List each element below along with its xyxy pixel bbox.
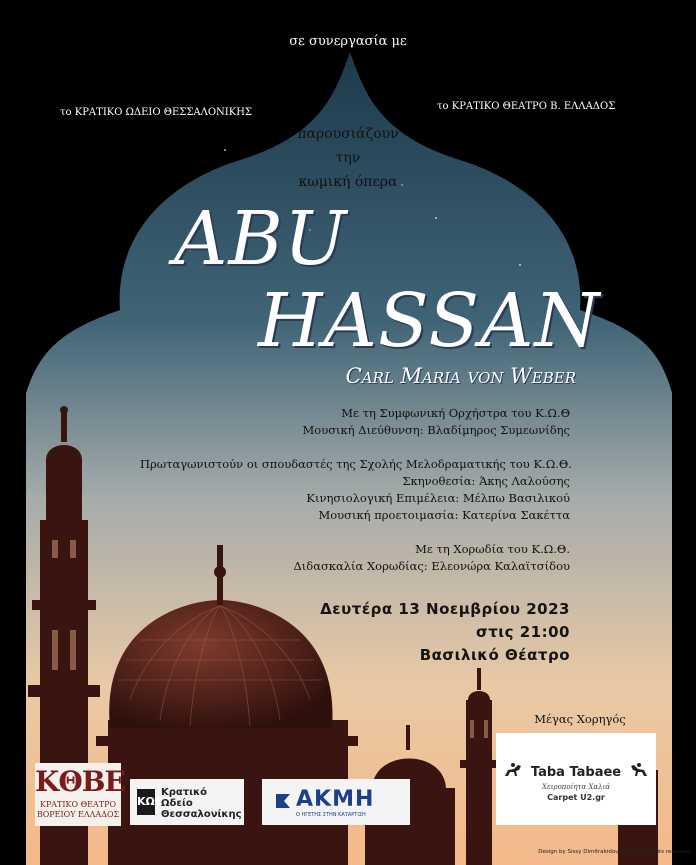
credit-line: Μουσική προετοιμασία: Κατερίνα Σακέττα <box>318 508 570 522</box>
event-details <box>300 598 570 667</box>
kow-logo-text: Κρατικό Ωδείο Θεσσαλονίκης <box>161 787 242 820</box>
akmi-logo <box>262 779 410 825</box>
ktbe-logo-text: ΚΡΑΤΙΚΟ ΘΕΑΤΡΟ ΒΟΡΕΙΟΥ ΕΛΛΑΔΟΣ <box>36 800 120 819</box>
presents-block <box>248 122 448 194</box>
ktbe-logo-mark: ΚΘΒΕ <box>35 765 125 798</box>
akmi-flag-icon <box>274 792 292 810</box>
organizer-right: το ΚΡΑΤΙΚΟ ΘΕΑΤΡΟ Β. ΕΛΛΑΔΟΣ <box>437 101 616 112</box>
sponsor-subtitle: Χειροποίητα Χαλιά <box>541 783 610 791</box>
collaboration-text: σε συνεργασία με <box>289 34 407 49</box>
sponsor-name: Taba Tabaee <box>530 765 622 780</box>
presents-line: κωμική όπερα <box>298 174 398 190</box>
design-credit: Design by Sissy Dimitrakidou, 2023, All rights reserved <box>538 849 690 855</box>
akmi-logo-subtitle: Ο ΗΓΕΤΗΣ ΣΤΗΝ ΚΑΤΑΡΤΙΣΗ <box>296 812 366 818</box>
title-line-2: HASSAN <box>258 278 601 364</box>
event-date: Δευτέρα 13 Νοεμβρίου 2023 <box>320 600 570 618</box>
presents-line: παρουσιάζουν <box>297 126 399 142</box>
akmi-logo-name: ΑΚΜΗ <box>296 787 375 812</box>
composer-name: Carl Maria von Weber <box>345 364 576 388</box>
event-venue: Βασιλικό Θέατρο <box>419 646 570 664</box>
organizer-left: το ΚΡΑΤΙΚΟ ΩΔΕΙΟ ΘΕΣΣΑΛΟΝΙΚΗΣ <box>60 107 253 118</box>
sponsor-carpet-brand: Carpet U2.gr <box>547 793 605 802</box>
credit-line: Κινησιολογική Επιμέλεια: Μέλπω Βασιλικού <box>306 491 570 505</box>
kow-logo-mark: ΚΩΘ <box>137 789 155 815</box>
presents-line: την <box>335 150 361 166</box>
credit-line: Σκηνοθεσία: Άκης Λαλούσης <box>402 474 570 488</box>
kow-logo <box>130 779 244 825</box>
credit-line: Με τη Χορωδία του Κ.Ω.Θ. <box>415 542 570 556</box>
ktbe-logo <box>35 763 125 826</box>
title-line-1: ABU <box>174 196 348 282</box>
credit-line: Διδασκαλία Χορωδίας: Ελεονώρα Καλαϊτσίδου <box>293 559 570 573</box>
sponsor-label: Μέγας Χορηγός <box>534 712 626 726</box>
credit-line: Με τη Συμφωνική Ορχήστρα του Κ.Ω.Θ <box>341 406 570 420</box>
sponsor-logo <box>496 733 656 825</box>
event-time: στις 21:00 <box>476 623 570 641</box>
credit-line: Μουσική Διεύθυνση: Βλαδίμηρος Συμεωνίδης <box>302 423 570 437</box>
credit-line: Πρωταγωνιστούν οι σπουδαστές της Σχολής Μελοδραματικής του Κ.Ω.Θ. <box>140 457 572 471</box>
